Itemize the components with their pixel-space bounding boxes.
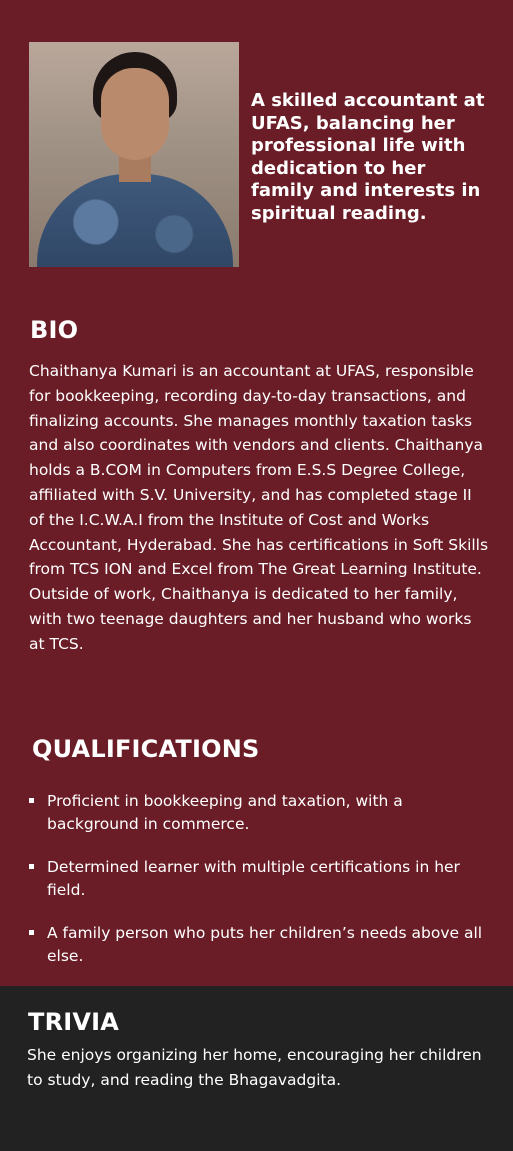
- profile-photo: [29, 42, 239, 267]
- bullet-icon: [29, 864, 34, 869]
- qualifications-list: [29, 790, 491, 988]
- profile-tagline: A skilled accountant at UFAS, balancing her professional life with dedication to her family and interests in spiritual reading.: [251, 90, 485, 224]
- qualification-text: Proficient in bookkeeping and taxation, with a background in commerce.: [47, 792, 403, 833]
- trivia-text: She enjoys organizing her home, encouraging her children to study, and reading the Bhagavadgita.: [27, 1046, 482, 1089]
- trivia-heading: TRIVIA: [28, 1008, 120, 1036]
- qualification-text: Determined learner with multiple certifications in her field.: [47, 858, 460, 899]
- bio-heading: BIO: [30, 316, 79, 344]
- bio-text: [29, 359, 491, 657]
- trivia-section: [0, 986, 513, 1151]
- bio-paragraph-1: Chaithanya Kumari is an accountant at UFAS, responsible for bookkeeping, recording day-to-day transactions, and finalizing accounts. She manages monthly taxation tasks and also coordinates with vendors and clients. Chaithanya holds a B.COM in Computers from E.S.S Degree College, affiliated with S.V. University, and has completed stage II of the I.C.W.A.I from the Institute of Cost and Works Accountant, Hyderabad. She has certifications in Soft Skills from TCS ION and Excel from The Great Learning Institute.: [29, 362, 489, 579]
- bio-paragraph-2: Outside of work, Chaithanya is dedicated to her family, with two teenage daughters and her husband who works at TCS.: [29, 585, 472, 653]
- bullet-icon: [29, 930, 34, 935]
- bullet-icon: [29, 798, 34, 803]
- photo-body: [37, 174, 233, 267]
- qualification-item: [29, 856, 491, 902]
- qualification-text: A family person who puts her children’s needs above all else.: [47, 924, 483, 965]
- qualification-item: [29, 790, 491, 836]
- photo-face: [101, 68, 169, 160]
- qualifications-heading: QUALIFICATIONS: [32, 735, 260, 763]
- qualification-item: [29, 922, 491, 968]
